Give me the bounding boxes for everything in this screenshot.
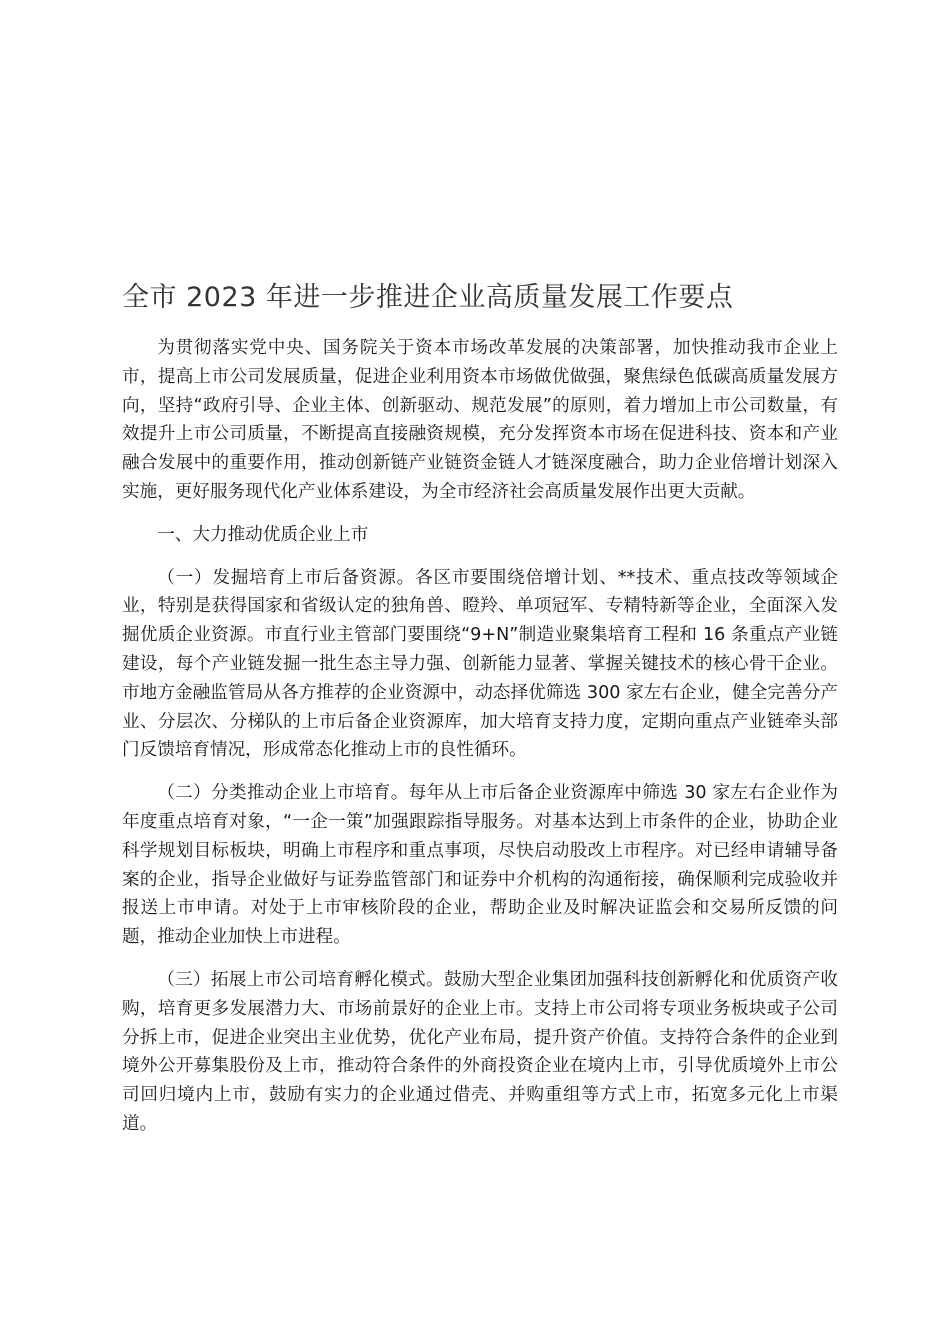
section-heading: 一、大力推动优质企业上市 bbox=[157, 524, 369, 545]
body-paragraph: （一）发掘培育上市后备资源。各区市要围绕倍增计划、**技术、重点技改等领域企业，特别是获得国家和省级认定的独角兽、瞪羚、单项冠军、专精特新等企业，全面深入发掘优质企业资源。市直行业主管部门要围绕“9+N”制造业聚集培育工程和 16 条重点产业链建设，每个产业链发掘一批生态主导力强、创新能力显著、掌握关键技术的核心骨干企业。市地方金融监管局从各方推荐的企业资源中，动态择优筛选 300 家左右企业，健全完善分产业、分层次、分梯队的上市后备企业资源库，加大培育支持力度，定期向重点产业链牵头部门反馈培育情况，形成常态化推动上市的良性循环。 bbox=[122, 567, 838, 761]
document-body bbox=[122, 334, 838, 1153]
document-title: 全市 2023 年进一步推进企业高质量发展工作要点 bbox=[122, 282, 734, 313]
body-paragraph: （二）分类推动企业上市培育。每年从上市后备企业资源库中筛选 30 家左右企业作为年度重点培育对象，“一企一策”加强跟踪指导服务。对基本达到上市条件的企业，协助企业科学规划目标板块，明确上市程序和重点事项，尽快启动股改上市程序。对已经申请辅导备案的企业，指导企业做好与证券监管部门和证券中介机构的沟通衔接，确保顺利完成验收并报送上市申请。对处于上市审核阶段的企业，帮助企业及时解决证监会和交易所反馈的问题，推动企业加快上市进程。 bbox=[122, 783, 838, 948]
intro-paragraph: 为贯彻落实党中央、国务院关于资本市场改革发展的决策部署，加快推动我市企业上市，提高上市公司发展质量，促进企业利用资本市场做优做强，聚焦绿色低碳高质量发展方向，坚持“政府引导、企业主体、创新驱动、规范发展”的原则，着力增加上市公司数量，有效提升上市公司质量，不断提高直接融资规模，充分发挥资本市场在促进科技、资本和产业融合发展中的重要作用，推动创新链产业链资金链人才链深度融合，助力企业倍增计划深入实施，更好服务现代化产业体系建设，为全市经济社会高质量发展作出更大贡献。 bbox=[122, 338, 838, 502]
body-paragraph: （三）拓展上市公司培育孵化模式。鼓励大型企业集团加强科技创新孵化和优质资产收购，培育更多发展潜力大、市场前景好的企业上市。支持上市公司将专项业务板块或子公司分拆上市，促进企业突出主业优势，优化产业布局，提升资产价值。支持符合条件的企业到境外公开募集股份及上市，推动符合条件的外商投资企业在境内上市，引导优质境外上市公司回归境内上市，鼓励有实力的企业通过借壳、并购重组等方式上市，拓宽多元化上市渠道。 bbox=[122, 969, 838, 1134]
